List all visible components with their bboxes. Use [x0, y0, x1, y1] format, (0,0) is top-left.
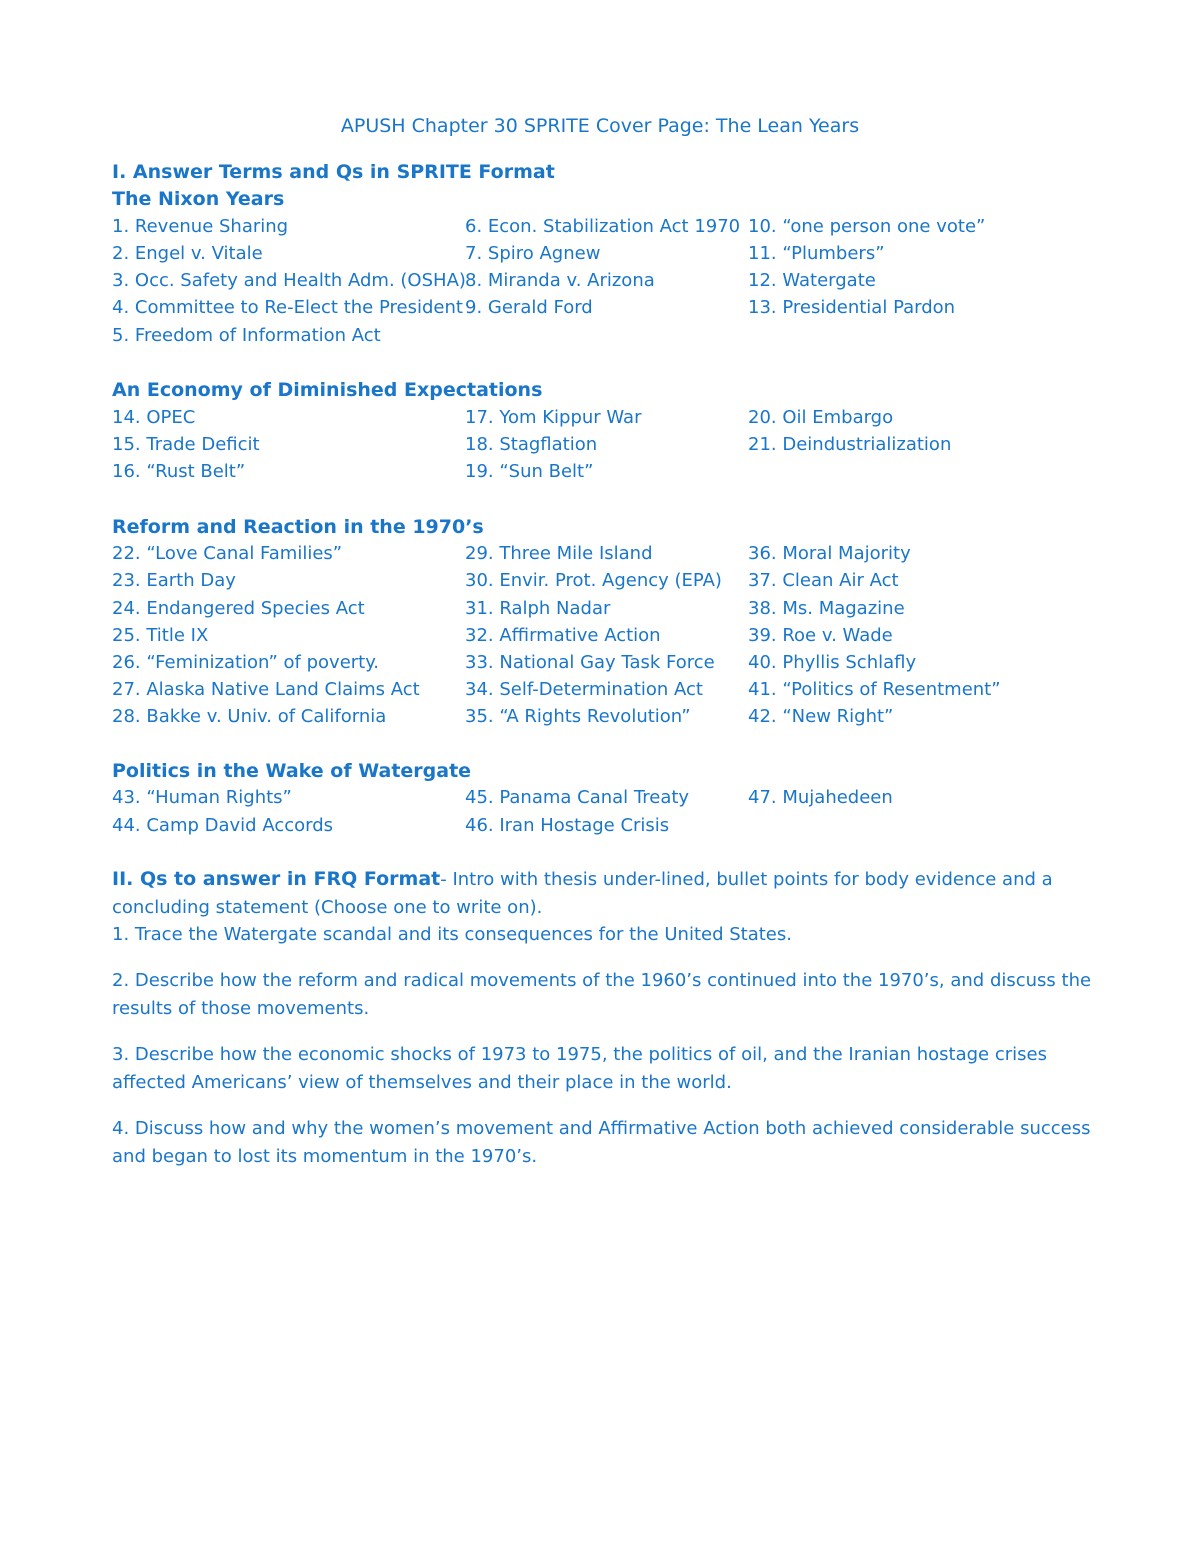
term-item: 42. “New Right” [748, 706, 894, 727]
term-row [112, 323, 1112, 349]
part1-heading: I. Answer Terms and Qs in SPRITE Format [112, 161, 555, 183]
term-item: 18. Stagflation [465, 434, 598, 455]
term-row [112, 295, 1112, 321]
term-item: 39. Roe v. Wade [748, 625, 893, 646]
term-item: 38. Ms. Magazine [748, 598, 905, 619]
term-item: 27. Alaska Native Land Claims Act [112, 679, 420, 700]
term-item: 10. “one person one vote” [748, 216, 986, 237]
term-item: 15. Trade Deficit [112, 434, 260, 455]
term-item: 17. Yom Kippur War [465, 407, 642, 428]
part2-instructions: - Intro with thesis under-lined, bullet points for body evidence and a concluding statement (Choose one to write on). [112, 869, 1053, 918]
term-item: 9. Gerald Ford [465, 297, 593, 318]
term-item: 43. “Human Rights” [112, 787, 292, 808]
term-item: 2. Engel v. Vitale [112, 243, 263, 264]
section-heading: Reform and Reaction in the 1970’s [112, 516, 484, 538]
section-heading: The Nixon Years [112, 188, 285, 210]
term-item: 30. Envir. Prot. Agency (EPA) [465, 570, 722, 591]
term-item: 14. OPEC [112, 407, 196, 428]
frq-question: 4. Discuss how and why the women’s movement and Affirmative Action both achieved considerable success and began to lost its momentum in the 1970’s. [112, 1118, 1091, 1167]
term-item: 45. Panama Canal Treaty [465, 787, 690, 808]
term-item: 22. “Love Canal Families” [112, 543, 343, 564]
term-row [112, 623, 1112, 649]
term-item: 16. “Rust Belt” [112, 461, 246, 482]
term-row [112, 405, 1112, 431]
term-item: 26. “Feminization” of poverty. [112, 652, 380, 673]
term-row [112, 677, 1112, 703]
term-item: 44. Camp David Accords [112, 815, 334, 836]
term-item: 21. Deindustrialization [748, 434, 952, 455]
term-item: 32. Affirmative Action [465, 625, 661, 646]
term-row [112, 650, 1112, 676]
term-item: 40. Phyllis Schlafly [748, 652, 917, 673]
term-row [112, 704, 1112, 730]
term-item: 41. “Politics of Resentment” [748, 679, 1001, 700]
term-item: 1. Revenue Sharing [112, 216, 289, 237]
term-item: 47. Mujahedeen [748, 787, 893, 808]
term-item: 24. Endangered Species Act [112, 598, 365, 619]
term-item: 37. Clean Air Act [748, 570, 899, 591]
term-item: 33. National Gay Task Force [465, 652, 715, 673]
part2-heading: II. Qs to answer in FRQ Format [112, 868, 441, 890]
term-row [112, 813, 1112, 839]
term-item: 23. Earth Day [112, 570, 236, 591]
term-row [112, 241, 1112, 267]
term-item: 12. Watergate [748, 270, 876, 291]
section-heading: An Economy of Diminished Expectations [112, 379, 543, 401]
term-item: 19. “Sun Belt” [465, 461, 594, 482]
term-row [112, 214, 1112, 240]
term-item: 4. Committee to Re-Elect the President [112, 297, 463, 318]
term-item: 36. Moral Majority [748, 543, 911, 564]
term-item: 6. Econ. Stabilization Act 1970 [465, 216, 741, 237]
term-item: 11. “Plumbers” [748, 243, 885, 264]
term-item: 34. Self-Determination Act [465, 679, 703, 700]
term-item: 3. Occ. Safety and Health Adm. (OSHA) [112, 270, 466, 291]
term-item: 5. Freedom of Information Act [112, 325, 381, 346]
term-item: 31. Ralph Nadar [465, 598, 611, 619]
term-item: 8. Miranda v. Arizona [465, 270, 655, 291]
term-item: 29. Three Mile Island [465, 543, 653, 564]
frq-question: 2. Describe how the reform and radical movements of the 1960’s continued into the 1970’s, and discuss the results of those movements. [112, 970, 1092, 1019]
term-row [112, 432, 1112, 458]
term-row [112, 568, 1112, 594]
term-item: 7. Spiro Agnew [465, 243, 601, 264]
section-heading: Politics in the Wake of Watergate [112, 760, 472, 782]
term-row [112, 541, 1112, 567]
page-title: APUSH Chapter 30 SPRITE Cover Page: The Lean Years [340, 115, 860, 137]
term-row [112, 596, 1112, 622]
term-item: 25. Title IX [112, 625, 209, 646]
term-item: 35. “A Rights Revolution” [465, 706, 691, 727]
term-item: 46. Iran Hostage Crisis [465, 815, 670, 836]
term-item: 20. Oil Embargo [748, 407, 894, 428]
term-row [112, 268, 1112, 294]
part2-block [112, 866, 1097, 921]
term-item: 13. Presidential Pardon [748, 297, 956, 318]
frq-question: 1. Trace the Watergate scandal and its consequences for the United States. [112, 924, 792, 945]
term-row [112, 459, 1112, 485]
frq-question: 3. Describe how the economic shocks of 1973 to 1975, the politics of oil, and the Iranian hostage crises affected Americans’ view of themselves and their place in the world. [112, 1044, 1047, 1093]
term-item: 28. Bakke v. Univ. of California [112, 706, 387, 727]
term-row [112, 785, 1112, 811]
